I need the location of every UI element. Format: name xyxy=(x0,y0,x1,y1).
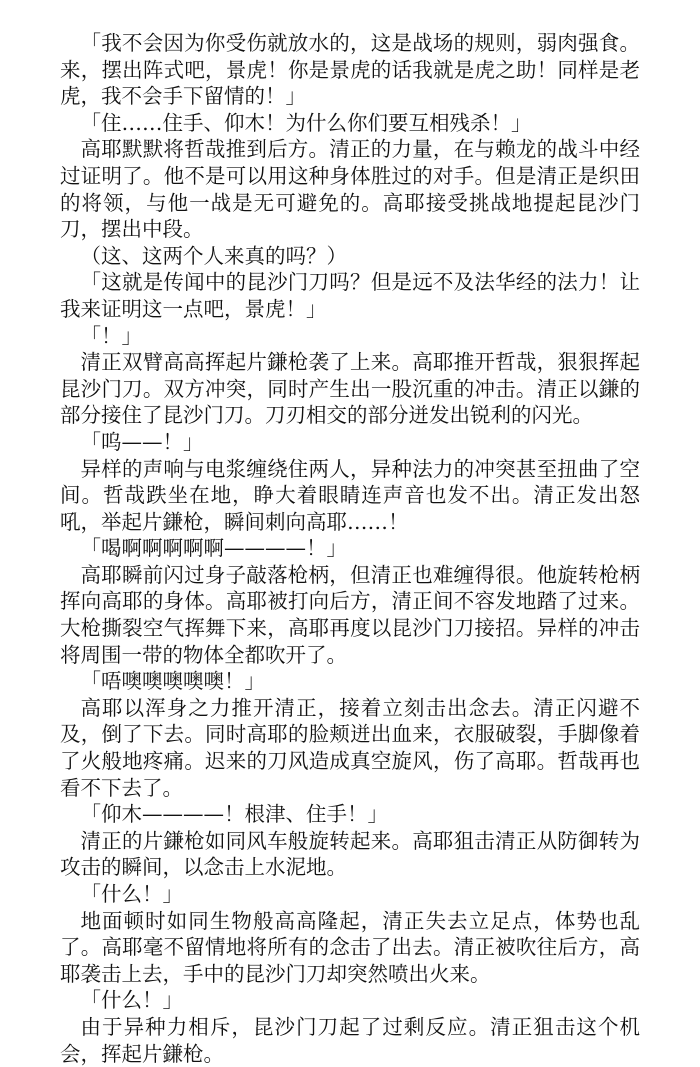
paragraph: 异样的声响与电浆缠绕住两人，异种法力的冲突甚至扭曲了空间。哲哉跌坐在地，睁大着眼睛连声音也发不出。清正发出怒吼，举起片鎌枪，瞬间刺向高耶……！ xyxy=(60,456,640,534)
paragraph: 「我不会因为你受伤就放水的，这是战场的规则，弱肉强食。来，摆出阵式吧，景虎！你是景虎的话我就是虎之助！同样是老虎，我不会手下留情的！」 xyxy=(60,31,640,109)
paragraph: 高耶瞬前闪过身子敲落枪柄，但清正也难缠得很。他旋转枪柄挥向高耶的身体。高耶被打向后方，清正间不容发地踏了过来。大枪撕裂空气挥舞下来，高耶再度以昆沙门刀接招。异样的冲击将周围一带的物体全都吹开了。 xyxy=(60,562,640,667)
paragraph: 高耶默默将哲哉推到后方。清正的力量，在与赖龙的战斗中经过证明了。他不是可以用这种身体胜过的对手。但是清正是织田的将领，与他一战是无可避免的。高耶接受挑战地提起昆沙门刀，摆出中段。 xyxy=(60,137,640,242)
paragraph: 「什么！」 xyxy=(80,882,183,906)
paragraph: 清正的片鎌枪如同风车般旋转起来。高耶狙击清正从防御转为攻击的瞬间，以念击上水泥地。 xyxy=(60,828,640,880)
paragraph: 「！」 xyxy=(80,323,142,348)
paragraph: 「呜——！」 xyxy=(80,429,204,454)
document-page xyxy=(60,30,640,1067)
paragraph: 「住……住手、仰木！为什么你们要互相残杀！」 xyxy=(80,110,532,135)
paragraph: 地面顿时如同生物般高高隆起，清正失去立足点，体势也乱了。高耶毫不留情地将所有的念击了出去。清正被吹往后方，高耶袭击上去，手中的昆沙门刀却突然喷出火来。 xyxy=(60,908,640,986)
paragraph: 清正双臂高高挥起片鎌枪袭了上来。高耶推开哲哉，狠狠挥起昆沙门刀。双方冲突，同时产生出一股沉重的冲击。清正以鎌的部分接住了昆沙门刀。刀刃相交的部分迸发出锐利的闪光。 xyxy=(60,350,640,428)
paragraph: （这、这两个人来真的吗？） xyxy=(80,243,347,268)
paragraph: 「这就是传闻中的昆沙门刀吗？但是远不及法华经的法力！让我来证明这一点吧，景虎！」 xyxy=(60,270,640,321)
paragraph: 「喝啊啊啊啊啊————！」 xyxy=(80,536,347,561)
paragraph: 「仰木————！根津、住手！」 xyxy=(80,802,388,827)
paragraph: 「唔噢噢噢噢噢！」 xyxy=(80,669,265,694)
paragraph: 由于异种力相斥，昆沙门刀起了过剩反应。清正狙击这个机会，挥起片鎌枪。 xyxy=(60,1014,640,1066)
paragraph: 「什么！」 xyxy=(80,988,183,1013)
paragraph: 高耶以浑身之力推开清正，接着立刻击出念去。清正闪避不及，倒了下去。同时高耶的脸颊迸出血来，衣服破裂，手脚像着了火般地疼痛。迟来的刀风造成真空旋风，伤了高耶。哲哉再也看不下去了。 xyxy=(60,695,640,800)
